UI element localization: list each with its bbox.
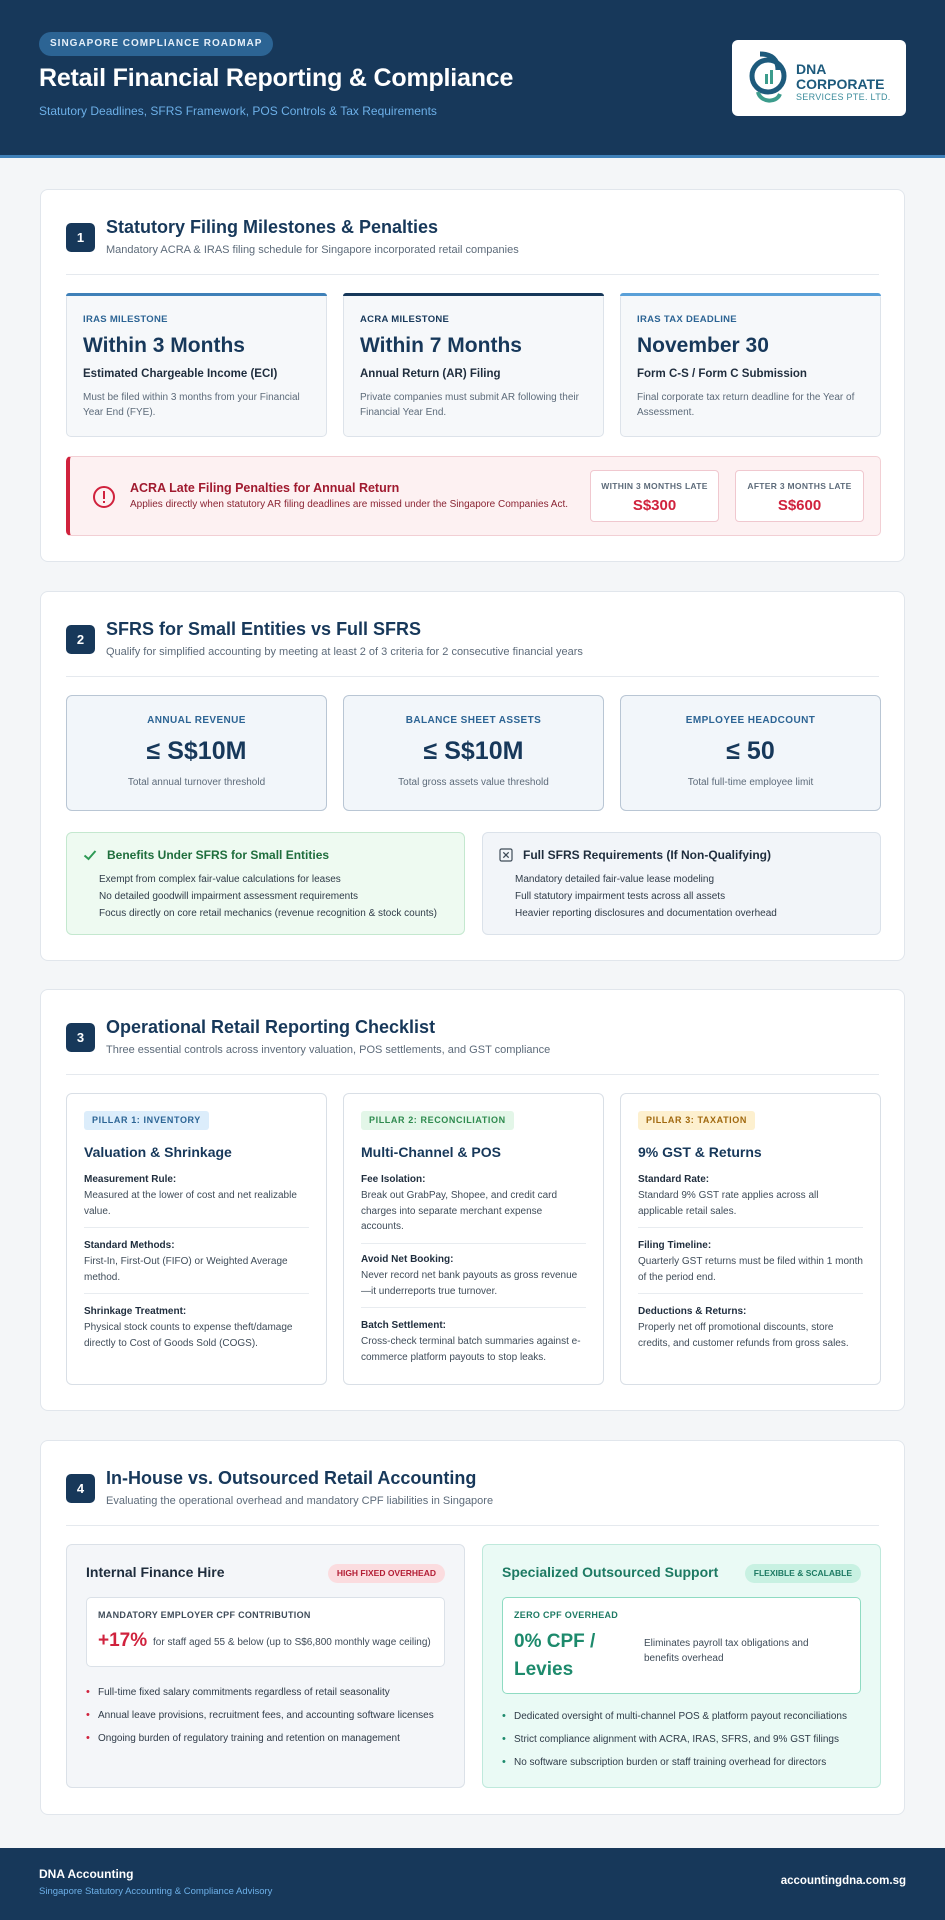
milestone-card-ar [343, 293, 604, 437]
penalty-box-label: AFTER 3 MONTHS LATE [747, 481, 852, 491]
divider [66, 274, 879, 275]
penalty-box-within-3-months [590, 470, 719, 522]
section-subtitle: Qualify for simplified accounting by meeting at least 2 of 3 criteria for 2 consecutive financial years [106, 646, 583, 658]
criteria-label: BALANCE SHEET ASSETS [405, 715, 542, 726]
pillar-title: 9% GST & Returns [638, 1144, 762, 1160]
criteria-card-assets [343, 695, 604, 811]
inhouse-title: Internal Finance Hire [86, 1564, 225, 1580]
criteria-card-headcount [620, 695, 881, 811]
card-deadline: Within 7 Months [360, 334, 522, 357]
list-item: • Full-time fixed salary commitments regardless of retail seasonality [86, 1681, 434, 1704]
footer-tagline: Singapore Statutory Accounting & Compliance Advisory [39, 1886, 273, 1897]
list-item: Exempt from complex fair-value calculations for leases [99, 874, 341, 885]
divider [66, 1525, 879, 1526]
card-deadline: Within 3 Months [83, 334, 245, 357]
criteria-value: ≤ S$10M [423, 737, 524, 765]
alert-circle-icon [92, 485, 116, 509]
criteria-desc: Total annual turnover threshold [127, 777, 266, 788]
outsourced-title: Specialized Outsourced Support [502, 1564, 719, 1580]
penalty-title: ACRA Late Filing Penalties for Annual Return [130, 481, 400, 495]
criteria-desc: Total gross assets value threshold [398, 777, 549, 788]
page-subtitle: Statutory Deadlines, SFRS Framework, POS Controls & Tax Requirements [39, 104, 437, 118]
section-subtitle: Three essential controls across inventory valuation, POS settlements, and GST compliance [106, 1044, 551, 1056]
pillar-item: Avoid Net Booking: Never record net bank payouts as gross revenue—it underreports true turnover. [361, 1254, 578, 1297]
card-desc: Private companies must submit AR following their Financial Year End. [360, 392, 579, 418]
penalty-box-after-3-months [735, 470, 864, 522]
card-name: Form C-S / Form C Submission [637, 368, 807, 380]
list-item: Mandatory detailed fair-value lease modeling [515, 874, 715, 885]
card-label: IRAS MILESTONE [83, 314, 168, 325]
pillar-tag: PILLAR 3: TAXATION [638, 1111, 755, 1130]
list-item: Focus directly on core retail mechanics (revenue recognition & stock counts) [99, 908, 437, 919]
card-desc: Must be filed within 3 months from your Financial Year End (FYE). [83, 392, 300, 418]
outsourced-list [502, 1705, 847, 1774]
card-deadline: November 30 [637, 334, 769, 357]
section-title: SFRS for Small Entities vs Full SFRS [106, 619, 422, 639]
x-box-icon [499, 848, 513, 862]
page-header [0, 0, 945, 158]
full-sfrs-list [515, 871, 777, 922]
card-label: IRAS TAX DEADLINE [637, 314, 737, 325]
check-icon [83, 848, 97, 862]
section-sfrs [40, 591, 905, 961]
section-title: Statutory Filing Milestones & Penalties [106, 217, 439, 237]
criteria-value: ≤ S$10M [146, 737, 247, 765]
zero-cpf-box [502, 1597, 861, 1694]
section-subtitle: Evaluating the operational overhead and mandatory CPF liabilities in Singapore [106, 1495, 494, 1507]
footer-company-name: DNA Accounting [39, 1867, 134, 1881]
pillar-taxation [620, 1093, 881, 1385]
pillar-tag: PILLAR 1: INVENTORY [84, 1111, 209, 1130]
full-sfrs-panel [482, 832, 881, 935]
zero-cpf-value: 0% CPF / Levies [514, 1631, 596, 1680]
list-item: Full statutory impairment tests across all assets [515, 891, 726, 902]
penalty-box-label: WITHIN 3 MONTHS LATE [601, 481, 708, 491]
list-item: • Dedicated oversight of multi-channel POS & platform payout reconciliations [502, 1705, 847, 1728]
divider [66, 1074, 879, 1075]
list-item: • Annual leave provisions, recruitment fees, and accounting software licenses [86, 1704, 434, 1727]
list-item: Heavier reporting disclosures and documentation overhead [515, 908, 777, 919]
pillar-item: Deductions & Returns: Properly net off promotional discounts, store credits, and customer refunds from gross sales. [638, 1306, 849, 1349]
section-retail-checklist [40, 989, 905, 1411]
pillar-item: Standard Rate: Standard 9% GST rate applies across all applicable retail sales. [638, 1174, 819, 1217]
benefits-list [99, 871, 437, 922]
pillar-reconciliation [343, 1093, 604, 1385]
milestone-card-form-c [620, 293, 881, 437]
milestone-card-eci [66, 293, 327, 437]
logo-text-corporate: CORPORATE [796, 76, 885, 92]
criteria-label: EMPLOYEE HEADCOUNT [685, 715, 816, 726]
section-title: In-House vs. Outsourced Retail Accounting [106, 1468, 477, 1488]
page-footer [0, 1848, 945, 1920]
inhouse-panel [66, 1544, 465, 1788]
cpf-rate: +17% [98, 1630, 148, 1651]
inhouse-list [86, 1681, 434, 1750]
card-name: Annual Return (AR) Filing [360, 368, 501, 380]
dna-logo-icon [746, 50, 790, 106]
overhead-badge: HIGH FIXED OVERHEAD [328, 1564, 445, 1583]
pillar-item: Filing Timeline: Quarterly GST returns must be filed within 1 month of the period end. [638, 1240, 863, 1283]
benefits-title: Benefits Under SFRS for Small Entities [107, 848, 330, 862]
pillar-item: Shrinkage Treatment: Physical stock counts to expense theft/damage directly to Cost of Goods Sold (COGS). [84, 1306, 293, 1349]
cpf-desc: for staff aged 55 & below (up to S$6,800 monthly wage ceiling) [153, 1637, 431, 1648]
list-item: • No software subscription burden or staff training overhead for directors [502, 1751, 847, 1774]
criteria-value: ≤ 50 [726, 737, 775, 765]
section-title: Operational Retail Reporting Checklist [106, 1017, 436, 1037]
company-logo [732, 40, 906, 116]
pillar-title: Valuation & Shrinkage [84, 1144, 232, 1160]
criteria-label: ANNUAL REVENUE [147, 715, 246, 726]
section-number: 2 [66, 625, 95, 654]
pillar-item: Batch Settlement: Cross-check terminal batch summaries against e-commerce platform payouts to stop leaks. [361, 1320, 581, 1363]
penalty-box-value: S$300 [632, 497, 677, 514]
section-number: 1 [66, 223, 95, 252]
zero-cpf-desc: Eliminates payroll tax obligations and benefits overhead [644, 1638, 809, 1664]
divider [66, 676, 879, 677]
penalty-subtitle: Applies directly when statutory AR filing deadlines are missed under the Singapore Companies Act. [130, 499, 569, 510]
cpf-contribution-box [86, 1597, 445, 1667]
logo-text-dna: DNA [796, 61, 827, 77]
pillar-inventory [66, 1093, 327, 1385]
cpf-box-label: MANDATORY EMPLOYER CPF CONTRIBUTION [98, 1610, 311, 1620]
penalty-alert [66, 456, 881, 536]
card-desc: Final corporate tax return deadline for the Year of Assessment. [637, 392, 855, 418]
pillar-item: Fee Isolation: Break out GrabPay, Shopee, and credit card charges into separate merchant expense accounts. [361, 1174, 558, 1232]
section-inhouse-vs-outsourced [40, 1440, 905, 1815]
list-item: No detailed goodwill impairment assessment requirements [99, 891, 359, 902]
footer-website-link[interactable]: accountingdna.com.sg [780, 1875, 906, 1887]
section-subtitle: Mandatory ACRA & IRAS filing schedule for Singapore incorporated retail companies [106, 244, 519, 256]
benefits-panel [66, 832, 465, 935]
full-sfrs-title: Full SFRS Requirements (If Non-Qualifying) [523, 848, 772, 862]
criteria-desc: Total full-time employee limit [687, 777, 814, 788]
section-number: 3 [66, 1023, 95, 1052]
card-name: Estimated Chargeable Income (ECI) [83, 368, 278, 380]
logo-text-services: SERVICES PTE. LTD. [796, 92, 891, 102]
section-filing-milestones [40, 189, 905, 562]
header-eyebrow: SINGAPORE COMPLIANCE ROADMAP [39, 32, 273, 56]
list-item: • Ongoing burden of regulatory training and retention on management [86, 1727, 434, 1750]
pillar-item: Measurement Rule: Measured at the lower of cost and net realizable value. [84, 1174, 297, 1217]
zero-cpf-label: ZERO CPF OVERHEAD [514, 1610, 619, 1620]
page-title: Retail Financial Reporting & Compliance [39, 64, 514, 92]
flexible-badge: FLEXIBLE & SCALABLE [745, 1564, 861, 1583]
card-label: ACRA MILESTONE [360, 314, 450, 325]
pillar-title: Multi-Channel & POS [361, 1144, 501, 1160]
pillar-item: Standard Methods: First-In, First-Out (FIFO) or Weighted Average method. [84, 1240, 288, 1283]
section-number: 4 [66, 1474, 95, 1503]
outsourced-panel [482, 1544, 881, 1788]
penalty-box-value: S$600 [777, 497, 822, 514]
criteria-card-revenue [66, 695, 327, 811]
pillar-tag: PILLAR 2: RECONCILIATION [361, 1111, 514, 1130]
list-item: • Strict compliance alignment with ACRA, IRAS, SFRS, and 9% GST filings [502, 1728, 847, 1751]
